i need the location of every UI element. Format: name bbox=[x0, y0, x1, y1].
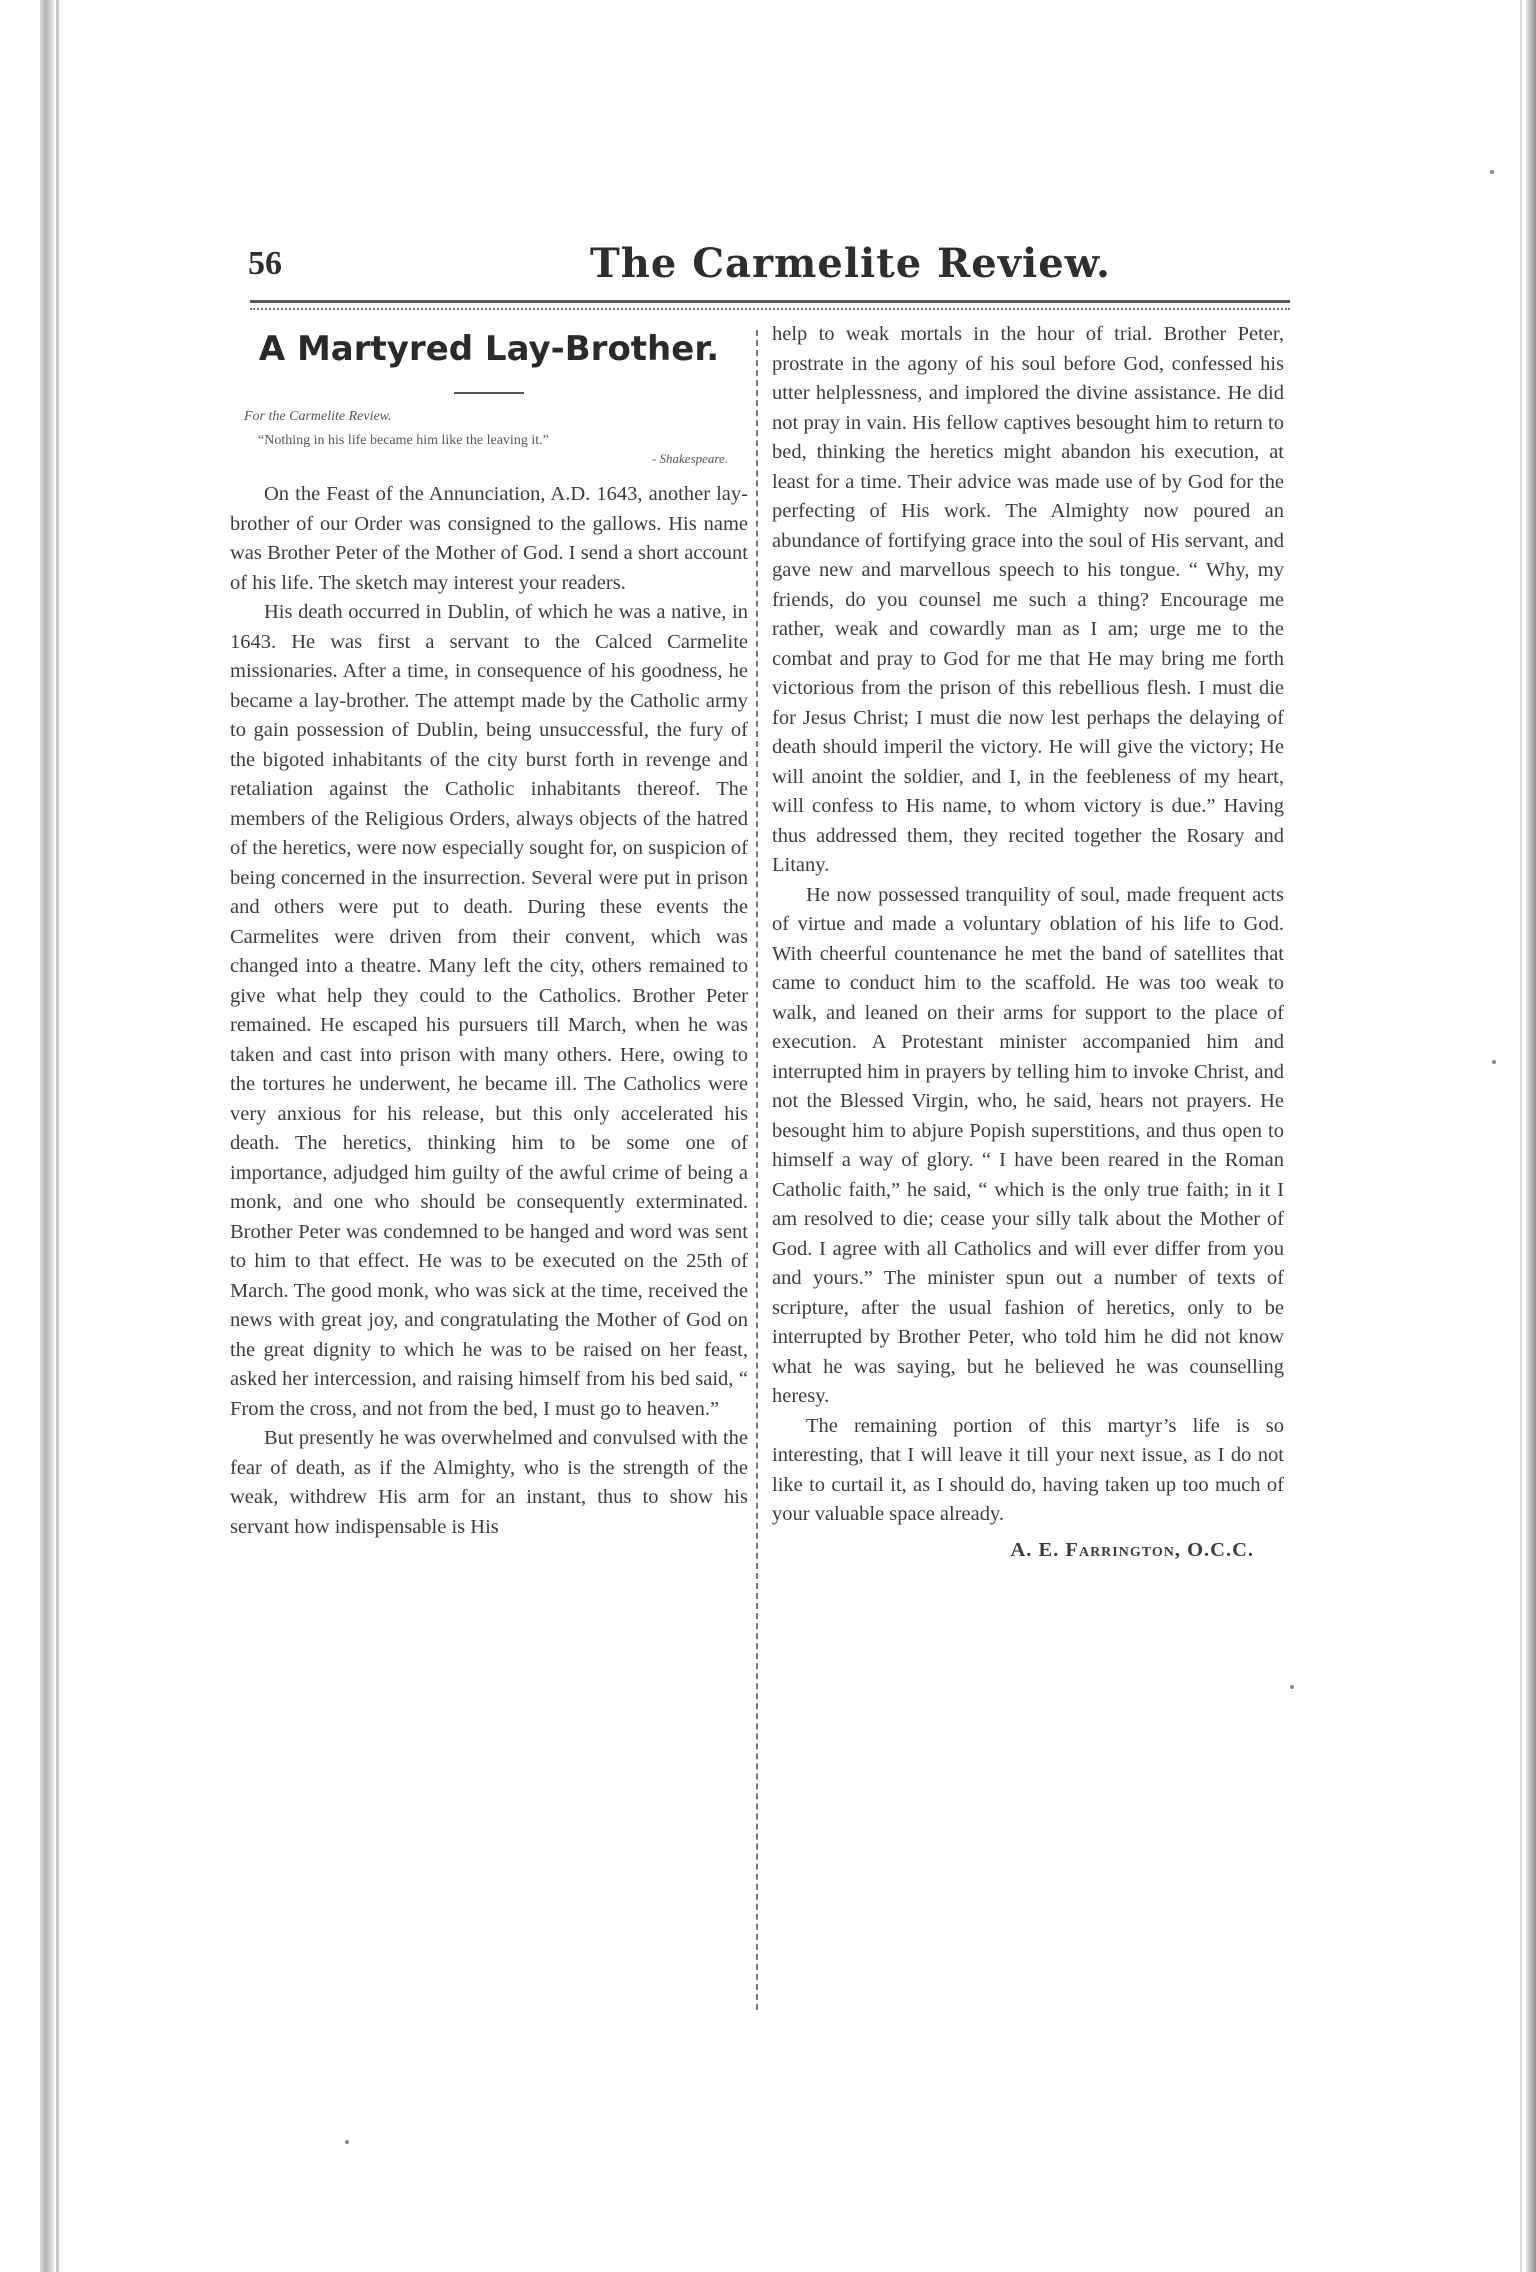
epigraph-attribution: - Shakespeare. bbox=[651, 451, 728, 466]
binding-edge bbox=[40, 0, 54, 2272]
running-title: The Carmelite Review. bbox=[590, 240, 1111, 287]
scan-speck bbox=[1492, 1060, 1496, 1064]
header-rule-dotted bbox=[250, 308, 1290, 310]
byline: For the Carmelite Review. bbox=[244, 409, 392, 424]
page-number: 56 bbox=[248, 245, 282, 282]
paragraph: help to weak mortals in the hour of trial. Brother Peter, prostrate in the agony of his soul before God, confessed his utter helplessness, and implored the divine assistance. He did not pray in vain. His fellow captives besought him to return to bed, thinking the heretics might abandon his execution, at least for a time. Their advice was made use of by God for the perfecting of His work. The Almighty now poured an abundance of fortifying grace into the soul of His servant, and gave new and marvellous speech to his tongue. “ Why, my friends, do you counsel me such a thing? Encourage me rather, weak and cowardly man as I am; urge me to the combat and pray to God for me that He may bring me forth victorious from the prison of this rebellious flesh. I must die for Jesus Christ; I must die now lest perhaps the delaying of death should imperil the victory. He will give the victory; He will anoint the soldier, and I, in the feebleness of my heart, will confess to His name, to whom victory is due.” Having thus addressed them, they recited together the Rosary and Litany. bbox=[772, 323, 1284, 876]
scan-speck bbox=[345, 2140, 349, 2144]
paragraph: The remaining portion of this martyr’s life is so interesting, that I will leave it till your next issue, as I do not like to curtail it, as I should do, having taken up too much of your valuable space already. bbox=[772, 1414, 1284, 1525]
paragraph: But presently he was overwhelmed and convulsed with the fear of death, as if the Almighty, who is the strength of the weak, withdrew His arm for an instant, thus to show his servant how indispensable is His bbox=[230, 1427, 748, 1538]
title-rule bbox=[454, 392, 524, 394]
paragraph: His death occurred in Dublin, of which he was a native, in 1643. He was first a servant to the Calced Carmelite missionaries. After a time, in consequence of his goodness, he became a lay-brother. The attempt made by the Catholic army to gain possession of Dublin, being unsuccessful, the fury of the bigoted inhabitants of the city burst forth in revenge and retaliation against the Catholic inhabitants thereof. The members of the Religious Orders, always objects of the hatred of the heretics, were now especially sought for, on suspicion of being concerned in the insurrection. Several were put in prison and others were put to death. During these events the Carmelites were driven from their convent, which was changed into a theatre. Many left the city, others remained to give what help they could to the Catholics. Brother Peter remained. He escaped his pursuers till March, when he was taken and cast into prison with many others. Here, owing to the tortures he underwent, he became ill. The Catholics were very anxious for his release, but this only accelerated his death. The heretics, thinking him to be some one of importance, adjudged him guilty of the awful crime of being a monk, and one who should be consequently exterminated. Brother Peter was condemned to be hanged and word was sent to him to that effect. He was to be executed on the 25th of March. The good monk, who was sick at the time, received the news with great joy, and congratulating the Mother of God on the great dignity to which he was to be raised on her feast, asked her intercession, and raising himself from his bed said, “ From the cross, and not from the bed, I must go to heaven.” bbox=[230, 601, 748, 1420]
binding-edge-line bbox=[56, 0, 59, 2272]
epigraph: “Nothing in his life became him like the leaving it.” bbox=[258, 433, 549, 448]
author-signature: A. E. Farrington, O.C.C. bbox=[1010, 1538, 1254, 1561]
right-column bbox=[772, 320, 1284, 1565]
paragraph: He now possessed tranquility of soul, made frequent acts of virtue and made a voluntary oblation of his life to God. With cheerful countenance he met the band of satellites that came to conduct him to the scaffold. He was too weak to walk, and leaned on their arms for support to the place of execution. A Protestant minister accompanied him and interrupted him in prayers by telling him to invoke Christ, and not the Blessed Virgin, who, he said, hears not prayers. He besought him to abjure Popish superstitions, and thus open to himself a way of glory. “ I have been reared in the Roman Catholic faith,” he said, “ which is the only true faith; in it I am resolved to die; cease your silly talk about the Mother of God. I agree with all Catholics and will ever differ from you and yours.” The minister spun out a number of texts of scripture, after the usual fashion of heretics, only to be interrupted by Brother Peter, who told him he did not know what he was saying, but he believed he was counselling heresy. bbox=[772, 883, 1284, 1407]
scan-speck bbox=[1490, 170, 1494, 174]
left-column bbox=[230, 320, 748, 1542]
page-right-edge bbox=[1526, 0, 1536, 2272]
column-divider bbox=[756, 330, 758, 2010]
page-right-edge-line bbox=[1520, 0, 1522, 2272]
header-rule bbox=[250, 300, 1290, 303]
paragraph: On the Feast of the Annunciation, A.D. 1643, another lay-brother of our Order was consigned to the gallows. His name was Brother Peter of the Mother of God. I send a short account of his life. The sketch may interest your readers. bbox=[230, 483, 748, 594]
article-title: A Martyred Lay-Brother. bbox=[258, 329, 720, 369]
scan-speck bbox=[1290, 1685, 1294, 1689]
